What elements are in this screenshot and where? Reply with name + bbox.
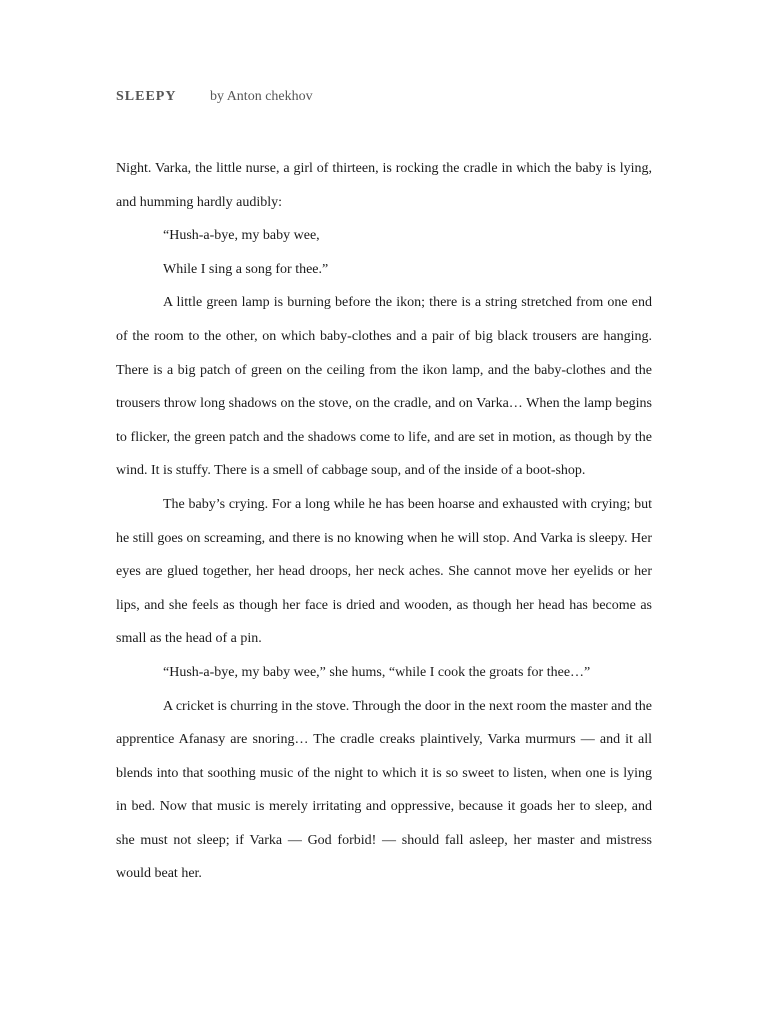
verse-line: While I sing a song for thee.” [163, 261, 329, 277]
story-byline: by Anton chekhov [209, 89, 313, 104]
story-title: SLEEPY [116, 89, 177, 104]
paragraph: “Hush-a-bye, my baby wee,” she hums, “while I cook the groats for thee…” [163, 664, 591, 680]
document-header [116, 88, 313, 106]
paragraph: The baby’s crying. For a long while he has been hoarse and exhausted with crying; but he still goes on screaming, and there is no knowing when he will stop. And Varka is sleepy. Her eyes are glued together, her head droops, her neck aches. She cannot move her eyelids or her lips, and she feels as though her face is dried and wooden, as though her head has become as small as the head of a pin. [116, 496, 652, 647]
story-body [116, 152, 652, 891]
paragraph: Night. Varka, the little nurse, a girl of thirteen, is rocking the cradle in which the baby is lying, and humming hardly audibly: [116, 161, 652, 210]
paragraph: A cricket is churring in the stove. Through the door in the next room the master and the apprentice Afanasy are snoring… The cradle creaks plaintively, Varka murmurs — and it all blends into that soothing music of the night to which it is so sweet to listen, when one is lying in bed. Now that music is merely irritating and oppressive, because it goads her to sleep, and she must not sleep; if Varka — God forbid! — should fall asleep, her master and mistress would beat her. [116, 698, 652, 882]
paragraph: A little green lamp is burning before the ikon; there is a string stretched from one end of the room to the other, on which baby-clothes and a pair of big black trousers are hanging. There is a big patch of green on the ceiling from the ikon lamp, and the baby-clothes and the trousers throw long shadows on the stove, on the cradle, and on Varka… When the lamp begins to flicker, the green patch and the shadows come to life, and are set in motion, as though by the wind. It is stuffy. There is a smell of cabbage soup, and of the inside of a boot-shop. [116, 295, 652, 479]
verse-line: “Hush-a-bye, my baby wee, [163, 228, 320, 244]
